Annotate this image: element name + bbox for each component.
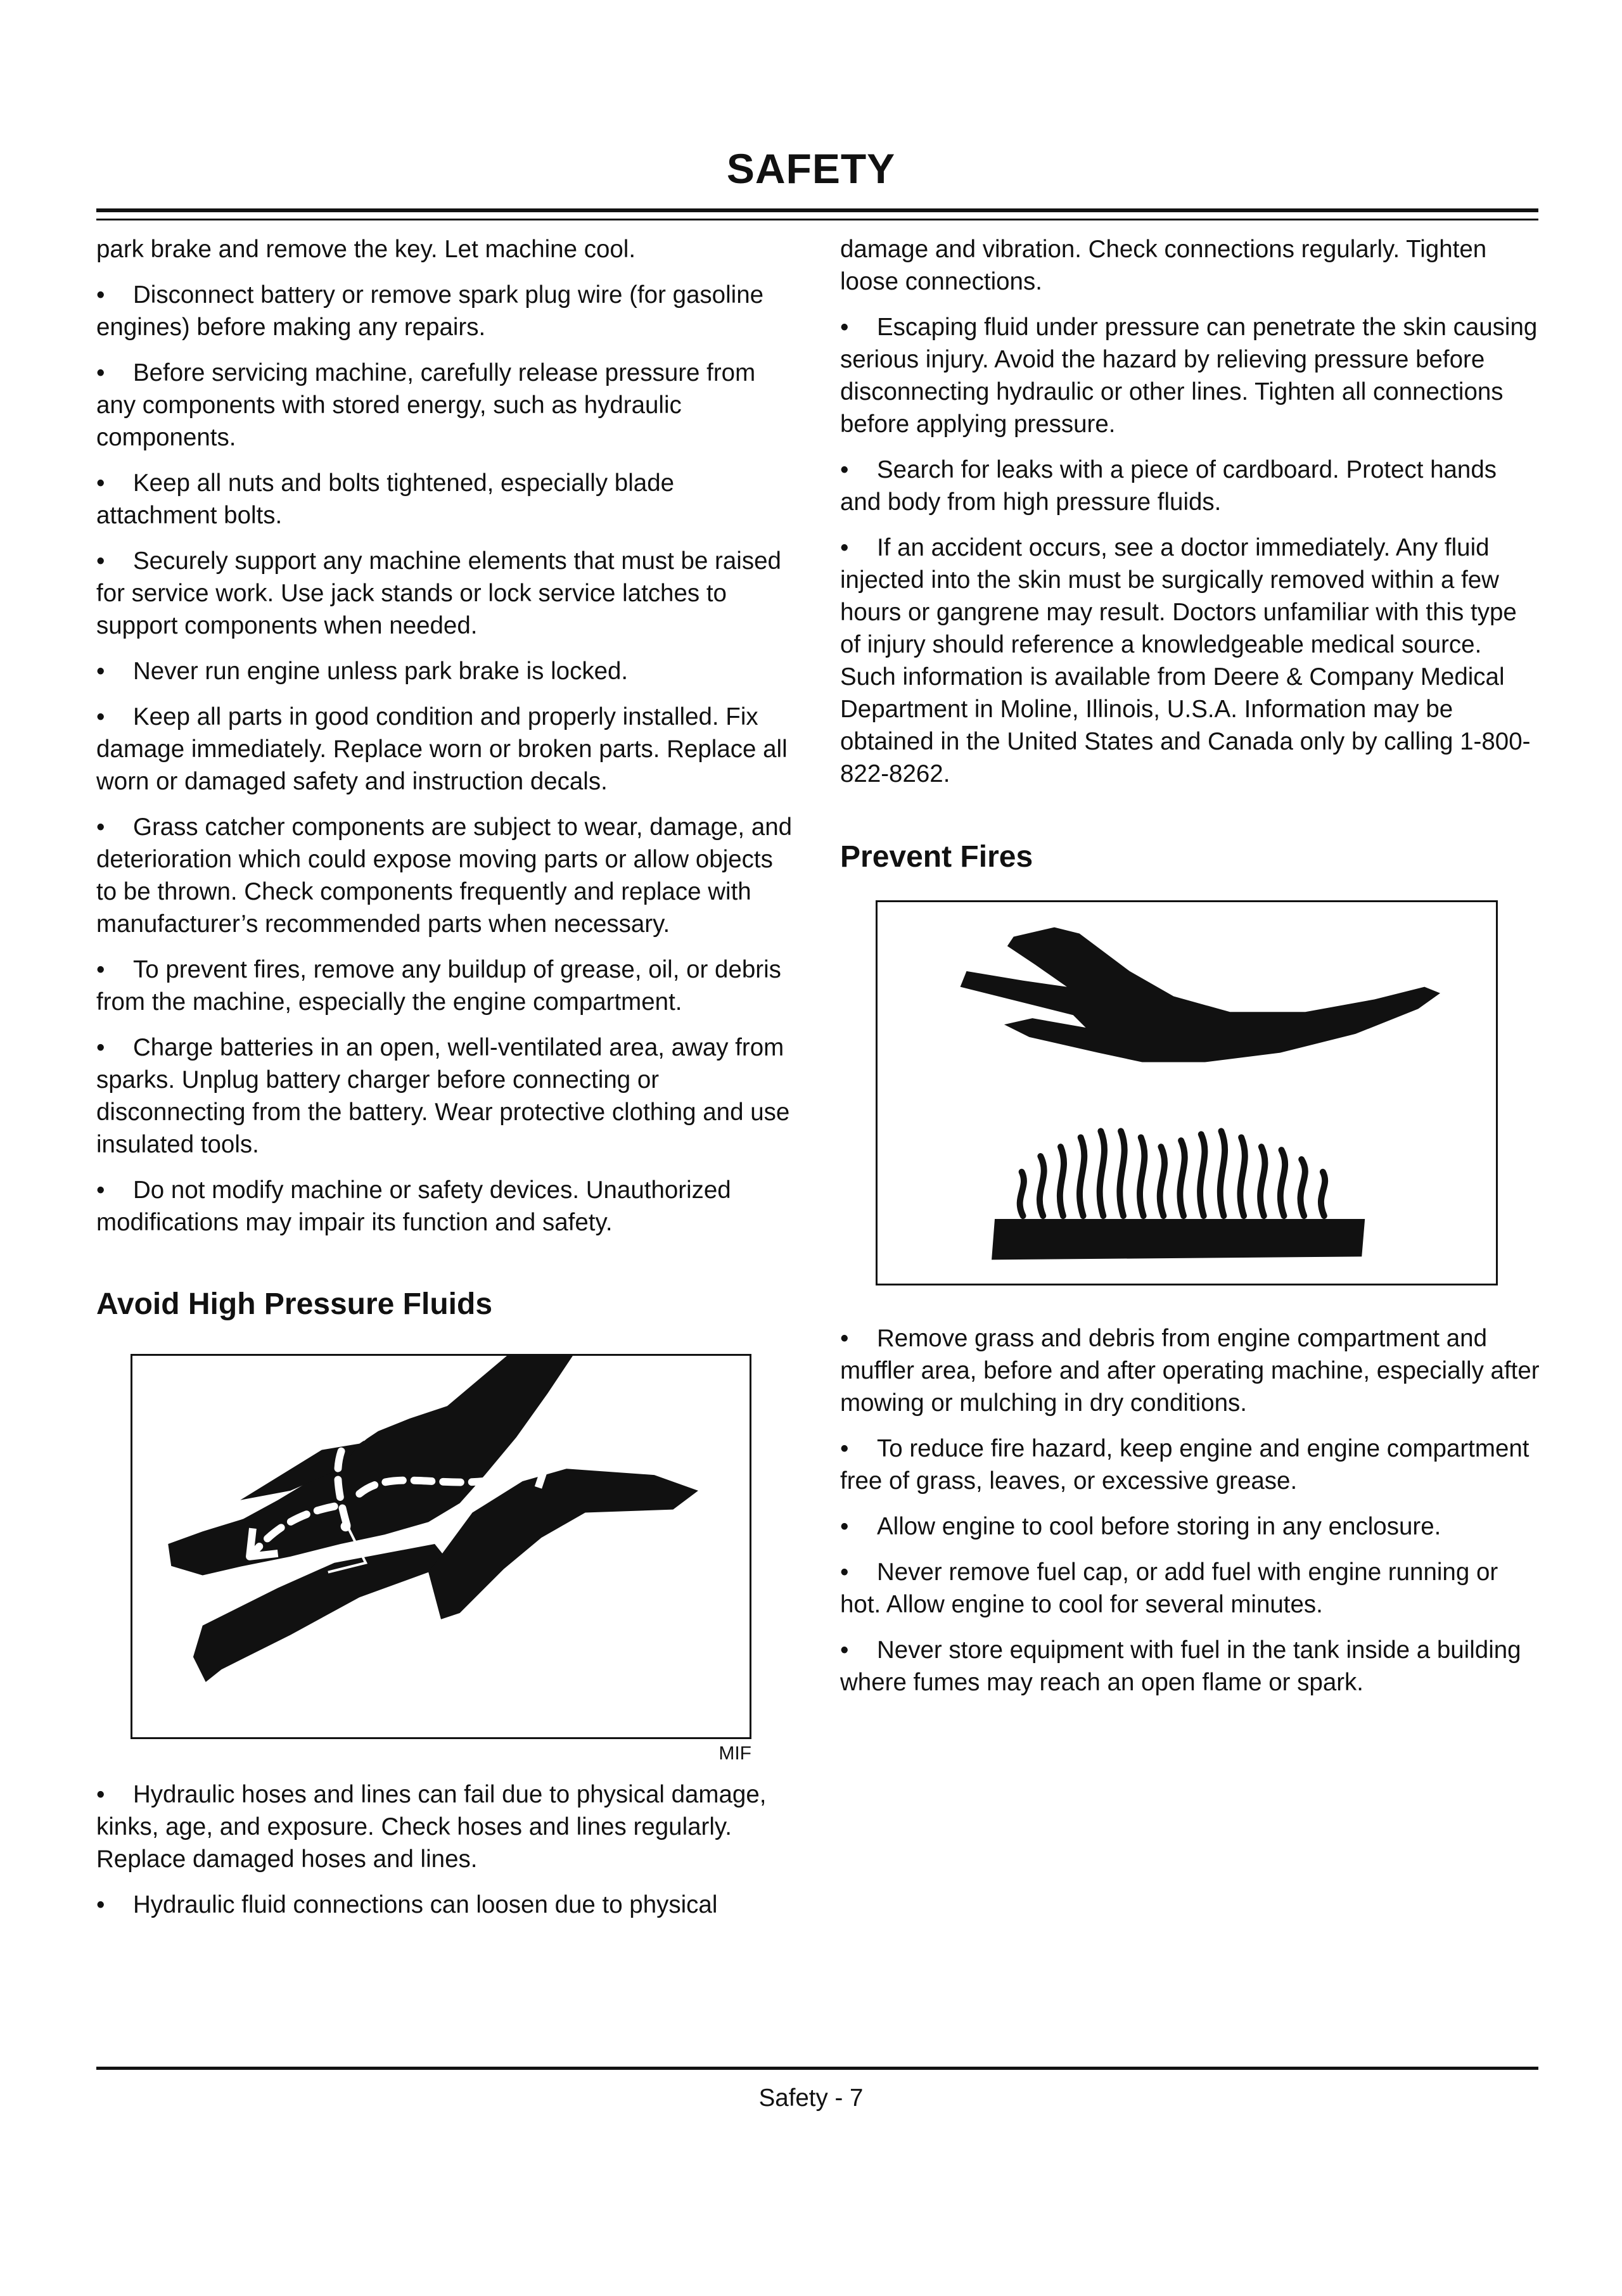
prevent-fires-illustration <box>876 900 1498 1285</box>
bullet-item: • To prevent fires, remove any buildup of grease, oil, or debris from the machine, especially the engine compartment. <box>96 953 800 1018</box>
footer-rule <box>96 2067 1538 2070</box>
header-rule-thin <box>96 219 1538 220</box>
bullet-item: • Before servicing machine, carefully release pressure from any components with stored energy, such as hydraulic components. <box>96 357 800 454</box>
paragraph: park brake and remove the key. Let machine cool. <box>96 236 636 263</box>
bullet-item: • Allow engine to cool before storing in any enclosure. <box>840 1510 1543 1543</box>
bullet-item: • Never remove fuel cap, or add fuel with engine running or hot. Allow engine to cool for several minutes. <box>840 1556 1543 1621</box>
bullet-item: • Never run engine unless park brake is locked. <box>96 655 800 687</box>
section-heading-prevent-fires: Prevent Fires <box>840 840 1033 874</box>
left-column <box>96 233 800 1934</box>
bullet-item: • Charge batteries in an open, well-ventilated area, away from sparks. Unplug battery charger before connecting or disconnecting from the battery. Wear protective clothing and use insulated tools. <box>96 1031 800 1161</box>
section-heading-high-pressure: Avoid High Pressure Fluids <box>96 1287 493 1321</box>
bullet-item: • Hydraulic hoses and lines can fail due to physical damage, kinks, age, and exposure. Check hoses and lines regularly. Replace damaged hoses and lines. <box>96 1778 800 1875</box>
bullet-item: • Keep all parts in good condition and properly installed. Fix damage immediately. Replace worn or broken parts. Replace all worn or damaged safety and instruction decals. <box>96 701 800 798</box>
header-rule-thick <box>96 208 1538 212</box>
paragraph: damage and vibration. Check connections regularly. Tighten loose connections. <box>840 236 1487 295</box>
figure-label: MIF <box>718 1743 751 1764</box>
high-pressure-fluid-illustration <box>131 1354 751 1739</box>
bullet-item: • Do not modify machine or safety devices. Unauthorized modifications may impair its function and safety. <box>96 1174 800 1239</box>
hand-over-flame-icon <box>878 902 1496 1284</box>
right-column <box>840 233 1543 1712</box>
bullet-item: • If an accident occurs, see a doctor immediately. Any fluid injected into the skin must be surgically removed within a few hours or gangrene may result. Doctors unfamiliar with this type of injury should reference a knowledgeable medical source. Such information is available from Deere & Company Medical Department in Moline, Illinois, U.S.A. Information may be obtained in the United States and Canada only by calling 1-800-822-8262. <box>840 532 1543 790</box>
bullet-item: • Never store equipment with fuel in the tank inside a building where fumes may reach an open flame or spark. <box>840 1634 1543 1699</box>
page-number: Safety - 7 <box>758 2084 864 2112</box>
bullet-item: • Remove grass and debris from engine compartment and muffler area, before and after operating machine, especially after mowing or mulching in dry conditions. <box>840 1322 1543 1419</box>
bullet-item: • Search for leaks with a piece of cardboard. Protect hands and body from high pressure fluids. <box>840 454 1543 518</box>
bullet-item: • Securely support any machine elements that must be raised for service work. Use jack stands or lock service latches to support components when needed. <box>96 545 800 642</box>
hand-injection-icon <box>132 1356 750 1737</box>
bullet-item: • Disconnect battery or remove spark plug wire (for gasoline engines) before making any repairs. <box>96 279 800 343</box>
bullet-item: • Keep all nuts and bolts tightened, especially blade attachment bolts. <box>96 467 800 532</box>
bullet-item: • Escaping fluid under pressure can penetrate the skin causing serious injury. Avoid the hazard by relieving pressure before disconnecting hydraulic or other lines. Tighten all connections before applying pressure. <box>840 311 1543 440</box>
bullet-item: • Grass catcher components are subject to wear, damage, and deterioration which could expose moving parts or allow objects to be thrown. Check components frequently and replace with manufacturer’s recommended parts when necessary. <box>96 811 800 940</box>
page-title: SAFETY <box>726 145 896 192</box>
bullet-item: • To reduce fire hazard, keep engine and engine compartment free of grass, leaves, or excessive grease. <box>840 1432 1543 1497</box>
bullet-item: • Hydraulic fluid connections can loosen due to physical <box>96 1889 800 1921</box>
